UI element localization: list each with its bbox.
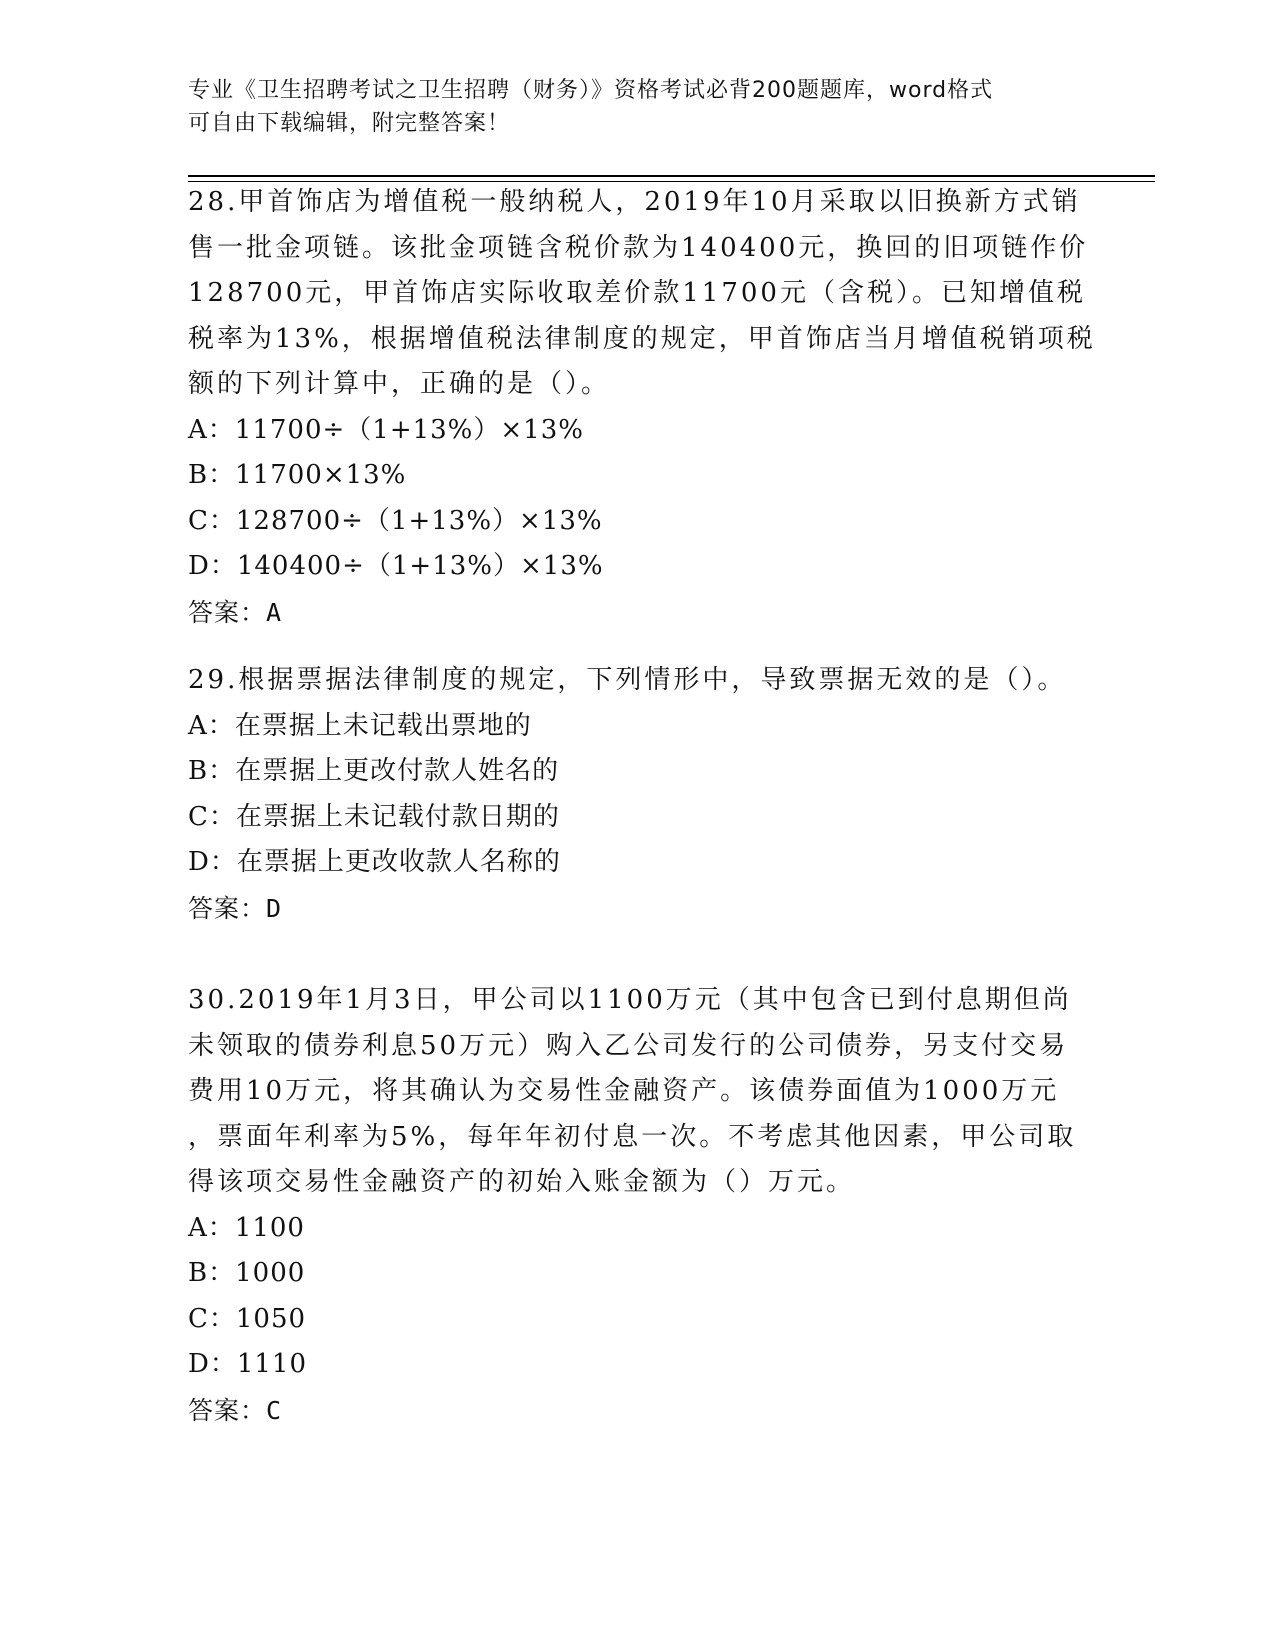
answer-value: D <box>266 893 283 923</box>
document-header <box>188 74 1088 140</box>
answer-label: 答案： <box>188 1395 267 1425</box>
question-stem-line: ，票面年利率为5%，每年年初付息一次。不考虑其他因素，甲公司取 <box>188 1121 1077 1152</box>
option-c: C：在票据上未记载付款日期的 <box>188 801 560 832</box>
option-d: D：在票据上更改收款人名称的 <box>188 847 561 877</box>
question-stem-line: 30.2019年1月3日，甲公司以1100万元（其中包含已到付息期但尚 <box>188 985 1072 1015</box>
question-stem-line: 售一批金项链。该批金项链含税价款为140400元，换回的旧项链作价 <box>188 232 1089 263</box>
option-b: B：1000 <box>188 1258 306 1288</box>
option-c: C：128700÷（1+13%）×13% <box>188 505 603 536</box>
question-stem-line: 税率为13%，根据增值税法律制度的规定，甲首饰店当月增值税销项税 <box>188 323 1096 354</box>
question-stem-line: 29.根据票据法律制度的规定，下列情形中，导致票据无效的是（）。 <box>188 665 1067 695</box>
option-d: D：1110 <box>188 1349 308 1379</box>
question-stem-line: 得该项交易性金融资产的初始入账金额为（）万元。 <box>188 1167 856 1197</box>
question-30 <box>188 978 1088 1433</box>
option-d: D：140400÷（1+13%）×13% <box>188 551 604 581</box>
option-a: A：11700÷（1+13%）×13% <box>188 414 584 445</box>
option-c: C：1050 <box>188 1303 307 1334</box>
answer-line <box>188 1388 1088 1434</box>
question-stem-line: 额的下列计算中，正确的是（）。 <box>188 369 611 399</box>
option-b: B：11700×13% <box>188 460 407 490</box>
question-stem-line: 28.甲首饰店为增值税一般纳税人，2019年10月采取以旧换新方式销 <box>188 187 1081 217</box>
question-29 <box>188 658 1088 931</box>
option-a: A：在票据上未记载出票地的 <box>188 710 532 741</box>
option-a: A：1100 <box>188 1212 305 1243</box>
header-divider-thick <box>188 175 1155 177</box>
option-b: B：在票据上更改付款人姓名的 <box>188 756 560 786</box>
answer-line <box>188 886 1088 932</box>
answer-line <box>188 590 1088 636</box>
header-line-1: 专业《卫生招聘考试之卫生招聘（财务）》资格考试必背200题题库，word格式 <box>188 78 994 103</box>
answer-label: 答案： <box>188 893 267 923</box>
answer-value: A <box>266 597 283 627</box>
question-stem-line: 未领取的债券利息50万元）购入乙公司发行的公司债券，另支付交易 <box>188 1030 1069 1061</box>
question-stem-line: 费用10万元，将其确认为交易性金融资产。该债券面值为1000万元 <box>188 1076 1060 1106</box>
question-28 <box>188 180 1096 635</box>
header-line-2: 可自由下载编辑，附完整答案！ <box>188 111 511 136</box>
question-stem-line: 128700元，甲首饰店实际收取差价款11700元（含税）。已知增值税 <box>188 278 1086 308</box>
answer-value: C <box>266 1395 283 1425</box>
answer-label: 答案： <box>188 597 267 627</box>
